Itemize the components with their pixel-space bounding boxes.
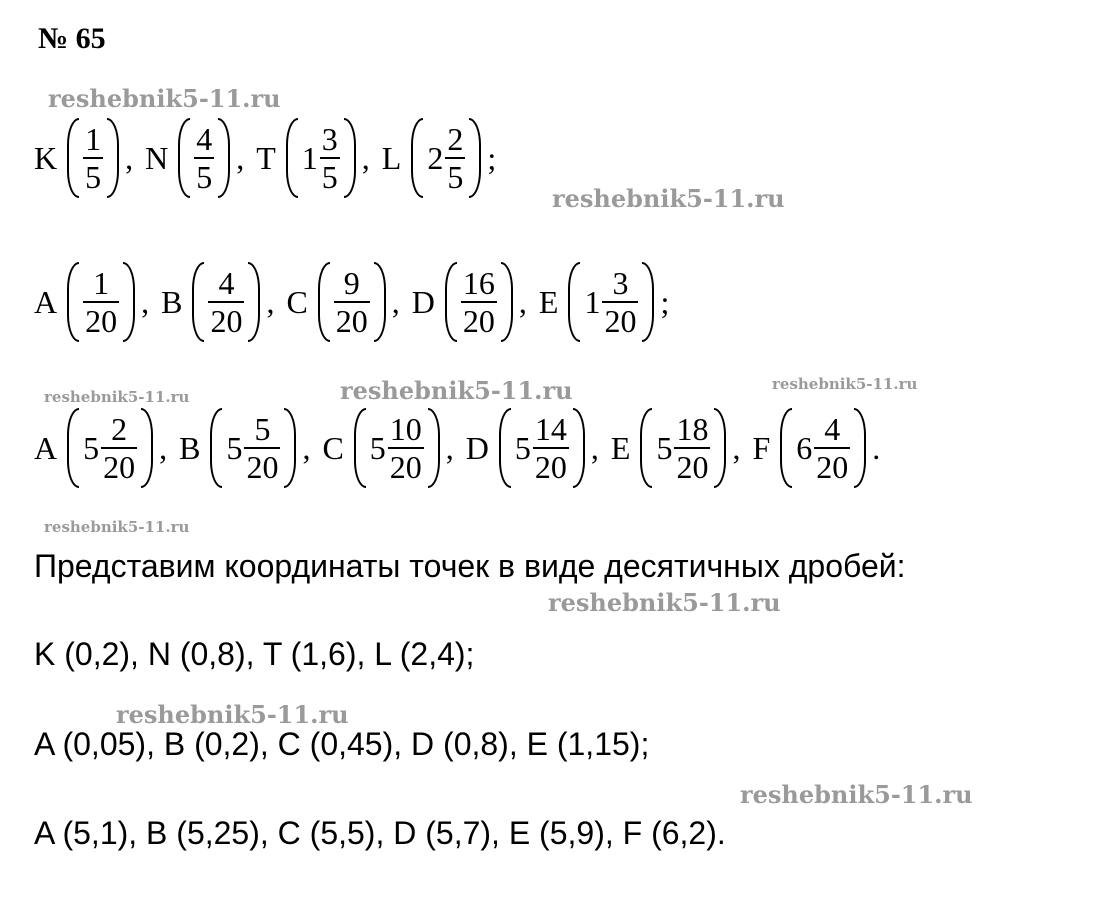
numerator: 4 — [196, 121, 213, 157]
comma-separator: , — [302, 429, 311, 466]
point-label: A — [34, 429, 58, 466]
fraction-row-3 — [34, 400, 892, 496]
watermark: reshebnik5-11.ru — [340, 376, 573, 405]
left-paren — [192, 262, 204, 342]
left-paren — [499, 408, 511, 488]
fraction — [101, 411, 137, 485]
denominator: 20 — [816, 449, 849, 485]
numerator: 4 — [218, 265, 235, 301]
numerator: 2 — [111, 411, 128, 447]
fraction-row-1 — [34, 110, 508, 206]
coordinate-fraction — [499, 408, 585, 488]
point-coordinate — [322, 408, 439, 488]
right-paren — [501, 262, 513, 342]
right-paren — [248, 262, 260, 342]
denominator: 20 — [246, 449, 279, 485]
left-paren — [178, 118, 190, 198]
point-coordinate — [34, 118, 119, 198]
denominator: 5 — [447, 159, 464, 195]
watermark: reshebnik5-11.ru — [44, 518, 190, 536]
whole-part: 5 — [226, 429, 243, 466]
left-paren — [640, 408, 652, 488]
point-label: N — [145, 139, 169, 176]
numerator: 3 — [321, 121, 338, 157]
left-paren — [354, 408, 366, 488]
denominator: 20 — [210, 303, 243, 339]
numerator: 1 — [85, 121, 102, 157]
coordinate-fraction — [286, 118, 356, 198]
left-paren — [411, 118, 423, 198]
right-paren — [123, 262, 135, 342]
coordinate-fraction — [411, 118, 481, 198]
point-coordinate — [539, 262, 655, 342]
point-coordinate — [286, 262, 385, 342]
fraction — [388, 411, 424, 485]
numerator: 14 — [534, 411, 567, 447]
left-paren — [318, 262, 330, 342]
whole-part: 1 — [584, 283, 601, 320]
watermark: reshebnik5-11.ru — [548, 588, 781, 617]
coordinate-fraction — [210, 408, 296, 488]
denominator: 5 — [196, 159, 213, 195]
comma-separator: , — [732, 429, 741, 466]
right-paren — [344, 118, 356, 198]
whole-part: 1 — [301, 139, 318, 176]
point-label: E — [610, 429, 631, 466]
comma-separator: , — [159, 429, 168, 466]
point-label: A — [34, 283, 58, 320]
numerator: 16 — [462, 265, 495, 301]
numerator: 9 — [343, 265, 360, 301]
fraction — [533, 411, 569, 485]
denominator: 20 — [85, 303, 118, 339]
coordinate-fraction — [568, 262, 654, 342]
problem-number: № 65 — [38, 22, 106, 55]
numerator: 4 — [824, 411, 841, 447]
watermark: reshebnik5-11.ru — [116, 700, 349, 729]
coordinate-fraction — [445, 262, 513, 342]
coordinate-fraction — [178, 118, 230, 198]
point-coordinate — [34, 262, 135, 342]
comma-separator: , — [125, 139, 134, 176]
right-paren — [854, 408, 866, 488]
coordinate-fraction — [67, 118, 119, 198]
denominator: 5 — [321, 159, 338, 195]
point-coordinate — [145, 118, 230, 198]
coordinate-fraction — [640, 408, 726, 488]
comma-separator: , — [141, 283, 150, 320]
coordinate-fraction — [67, 408, 153, 488]
left-paren — [568, 262, 580, 342]
point-coordinate — [611, 408, 727, 488]
point-label: B — [161, 283, 183, 320]
comma-separator: , — [391, 283, 400, 320]
comma-separator: , — [266, 283, 275, 320]
denominator: 5 — [85, 159, 102, 195]
watermark: reshebnik5-11.ru — [44, 388, 190, 406]
fraction — [208, 265, 244, 339]
right-paren — [284, 408, 296, 488]
denominator: 20 — [103, 449, 136, 485]
point-label: D — [465, 429, 489, 466]
whole-part: 5 — [83, 429, 100, 466]
watermark: reshebnik5-11.ru — [772, 375, 918, 393]
coordinate-fraction — [192, 262, 260, 342]
denominator: 20 — [335, 303, 368, 339]
left-paren — [67, 118, 79, 198]
right-paren — [107, 118, 119, 198]
denominator: 20 — [604, 303, 637, 339]
fraction — [674, 411, 710, 485]
whole-part: 5 — [369, 429, 386, 466]
denominator: 20 — [676, 449, 709, 485]
coordinate-fraction — [318, 262, 386, 342]
whole-part: 2 — [427, 139, 444, 176]
right-paren — [218, 118, 230, 198]
left-paren — [67, 408, 79, 488]
point-coordinate — [752, 408, 866, 488]
watermark: reshebnik5-11.ru — [552, 184, 785, 213]
denominator: 20 — [389, 449, 422, 485]
point-coordinate — [382, 118, 482, 198]
left-paren — [67, 262, 79, 342]
point-label: F — [752, 429, 771, 466]
fraction — [445, 121, 465, 195]
decimal-line-1: K (0,2), N (0,8), T (1,6), L (2,4); — [34, 636, 475, 672]
decimal-line-2: A (0,05), B (0,2), C (0,45), D (0,8), E (1,15); — [34, 726, 650, 762]
right-paren — [428, 408, 440, 488]
right-paren — [642, 262, 654, 342]
right-paren — [714, 408, 726, 488]
fraction — [83, 121, 103, 195]
comma-separator: , — [518, 283, 527, 320]
point-label: D — [411, 283, 435, 320]
fraction — [320, 121, 340, 195]
comma-separator: , — [590, 429, 599, 466]
point-label: T — [256, 139, 276, 176]
denominator: 20 — [462, 303, 495, 339]
point-label: C — [322, 429, 344, 466]
fraction-row-2 — [34, 254, 681, 350]
whole-part: 5 — [656, 429, 673, 466]
numerator: 2 — [447, 121, 464, 157]
row-terminator: ; — [487, 139, 497, 176]
coordinate-fraction — [780, 408, 866, 488]
right-paren — [374, 262, 386, 342]
whole-part: 5 — [514, 429, 531, 466]
watermark: reshebnik5-11.ru — [740, 780, 973, 809]
left-paren — [780, 408, 792, 488]
fraction — [814, 411, 850, 485]
coordinate-fraction — [67, 262, 135, 342]
decimal-intro-text: Представим координаты точек в виде десятичных дробей: — [34, 548, 906, 584]
point-label: C — [286, 283, 308, 320]
point-coordinate — [412, 262, 513, 342]
fraction — [602, 265, 638, 339]
point-coordinate — [179, 408, 296, 488]
numerator: 5 — [254, 411, 271, 447]
fraction — [334, 265, 370, 339]
fraction — [461, 265, 497, 339]
right-paren — [573, 408, 585, 488]
point-label: E — [538, 283, 559, 320]
left-paren — [445, 262, 457, 342]
numerator: 1 — [93, 265, 110, 301]
point-coordinate — [256, 118, 356, 198]
comma-separator: , — [236, 139, 245, 176]
comma-separator: , — [445, 429, 454, 466]
denominator: 20 — [534, 449, 567, 485]
point-coordinate — [466, 408, 585, 488]
coordinate-fraction — [354, 408, 440, 488]
right-paren — [141, 408, 153, 488]
watermark: reshebnik5-11.ru — [48, 84, 281, 113]
right-paren — [469, 118, 481, 198]
numerator: 18 — [676, 411, 709, 447]
point-label: L — [381, 139, 402, 176]
left-paren — [210, 408, 222, 488]
point-coordinate — [34, 408, 153, 488]
numerator: 3 — [612, 265, 629, 301]
fraction — [83, 265, 119, 339]
point-label: K — [34, 139, 58, 176]
row-terminator: ; — [660, 283, 670, 320]
whole-part: 6 — [796, 429, 813, 466]
row-terminator: . — [872, 429, 881, 466]
comma-separator: , — [361, 139, 370, 176]
point-coordinate — [161, 262, 260, 342]
fraction — [244, 411, 280, 485]
decimal-line-3: A (5,1), B (5,25), C (5,5), D (5,7), E (5,9), F (6,2). — [34, 815, 726, 851]
fraction — [194, 121, 214, 195]
point-label: B — [179, 429, 201, 466]
left-paren — [286, 118, 298, 198]
numerator: 10 — [389, 411, 422, 447]
